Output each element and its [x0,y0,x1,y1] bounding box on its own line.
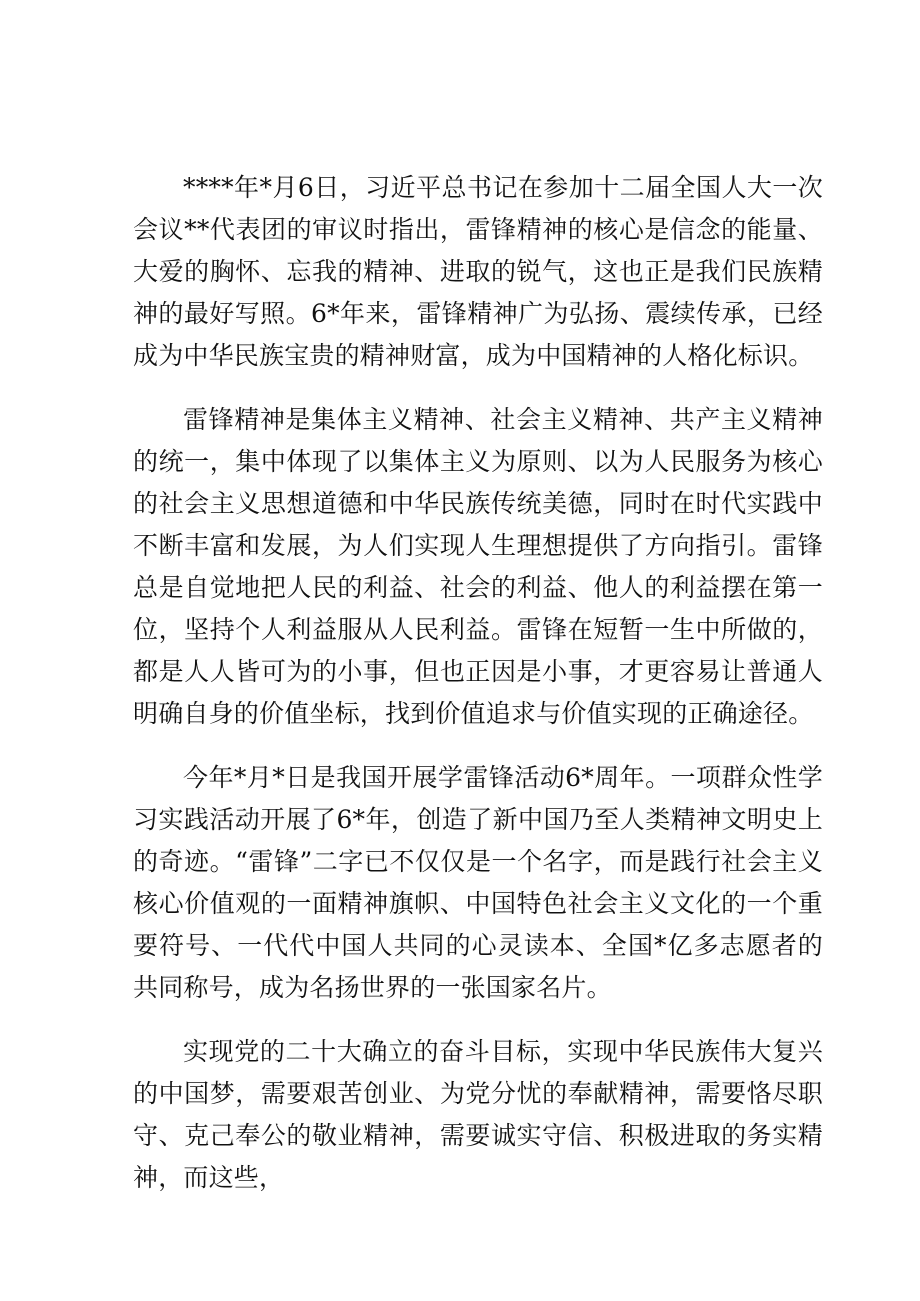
paragraph-1: ****年*月6日，习近平总书记在参加十二届全国人大一次会议**代表团的审议时指出，雷锋精神的核心是信念的能量、大爱的胸怀、忘我的精神、进取的锐气，这也正是我们民族精神的最好写照。6*年来，雷锋精神广为弘扬、震续传承，已经成为中华民族宝贵的精神财富，成为中国精神的人格化标识。 [133,173,823,370]
paragraph-2: 雷锋精神是集体主义精神、社会主义精神、共产主义精神的统一，集中体现了以集体主义为原则、以为人民服务为核心的社会主义思想道德和中华民族传统美德，同时在时代实践中不断丰富和发展，为人们实现人生理想提供了方向指引。雷锋总是自觉地把人民的利益、社会的利益、他人的利益摆在第一位，坚持个人利益服从人民利益。雷锋在短暂一生中所做的，都是人人皆可为的小事，但也正因是小事，才更容易让普通人明确自身的价值坐标，找到价值追求与价值实现的正确途径。 [133,405,823,728]
document-body [133,167,823,1199]
paragraph-4: 实现党的二十大确立的奋斗目标，实现中华民族伟大复兴的中国梦，需要艰苦创业、为党分忧的奉献精神，需要恪尽职守、克己奉公的敬业精神，需要诚实守信、积极进取的务实精神，而这些， [133,1037,823,1192]
paragraph-3: 今年*月*日是我国开展学雷锋活动6*周年。一项群众性学习实践活动开展了6*年，创造了新中国乃至人类精神文明史上的奇迹。“雷锋”二字已不仅仅是一个名字，而是践行社会主义核心价值观的一面精神旗帜、中国特色社会主义文化的一个重要符号、一代代中国人共同的心灵读本、全国*亿多志愿者的共同称号，成为名扬世界的一张国家名片。 [133,763,823,1002]
